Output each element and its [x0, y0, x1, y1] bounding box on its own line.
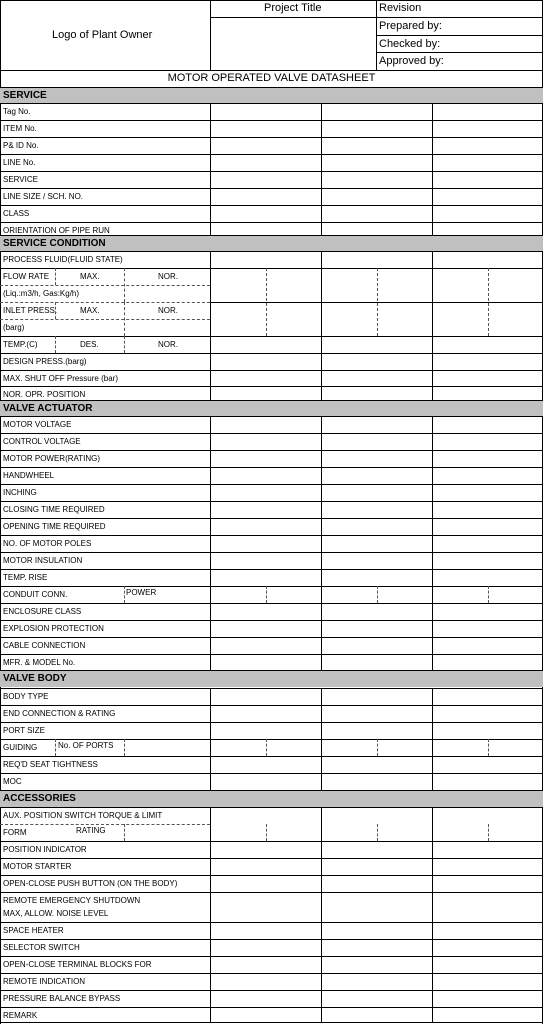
inlet-nor-label: NOR.: [158, 306, 178, 315]
revision-label: Revision: [379, 2, 422, 14]
prepared-by-label: Prepared by:: [379, 20, 442, 32]
row-label-class: CLASS: [3, 209, 30, 218]
flow-max-label: MAX.: [80, 272, 100, 281]
row-label-port-size: PORT SIZE: [3, 726, 45, 735]
row-label-control-voltage: CONTROL VOLTAGE: [3, 437, 81, 446]
row-label-pressure-bypass: PRESSURE BALANCE BYPASS: [3, 994, 121, 1003]
row-label-end-connection: END CONNECTION & RATING: [3, 709, 116, 718]
row-label-line-size: LINE SIZE / SCH. NO.: [3, 192, 84, 201]
row-label-motor-power: MOTOR POWER(RATING): [3, 454, 101, 463]
row-label-inlet-press: INLET PRESS.: [3, 306, 58, 315]
row-label-orientation: ORIENTATION OF PIPE RUN: [3, 226, 110, 235]
row-label-design-press: DESIGN PRESS.(barg): [3, 357, 87, 366]
row-label-flow-rate: FLOW RATE: [3, 272, 50, 281]
row-label-motor-voltage: MOTOR VOLTAGE: [3, 420, 72, 429]
section-valve-body: VALVE BODY: [0, 670, 543, 687]
checked-by-label: Checked by:: [379, 38, 441, 50]
row-label-position-indicator: POSITION INDICATOR: [3, 845, 87, 854]
row-label-nor-opr-position: NOR. OPR. POSITION: [3, 390, 86, 399]
temp-des-label: DES.: [80, 340, 99, 349]
row-label-guiding: GUIDING: [3, 743, 38, 752]
row-label-line-no: LINE No.: [3, 158, 36, 167]
row-label-cable-connection: CABLE CONNECTION: [3, 641, 86, 650]
sheet-title: MOTOR OPERATED VALVE DATASHEET: [167, 72, 376, 84]
row-label-explosion-protection: EXPLOSION PROTECTION: [3, 624, 104, 633]
row-label-space-heater: SPACE HEATER: [3, 926, 64, 935]
row-label-closing-time: CLOSING TIME REQUIRED: [3, 505, 105, 514]
project-title: Project Title: [264, 2, 322, 14]
temp-nor-label: NOR.: [158, 340, 178, 349]
row-label-conduit-conn: CONDUIT CONN.: [3, 590, 68, 599]
row-label-max-shut-off: MAX. SHUT OFF Pressure (bar): [3, 374, 118, 383]
row-label-tag-no: Tag No.: [3, 107, 31, 116]
approved-by-label: Approved by:: [379, 55, 444, 67]
section-valve-actuator: VALVE ACTUATOR: [0, 400, 543, 417]
row-label-noise-level: MAX, ALLOW. NOISE LEVEL: [3, 909, 109, 918]
logo-placeholder: Logo of Plant Owner: [52, 29, 153, 41]
row-label-aux-form: FORM: [3, 828, 27, 837]
section-service-condition: SERVICE CONDITION: [0, 235, 543, 252]
row-label-seat-tightness: REQ'D SEAT TIGHTNESS: [3, 760, 98, 769]
row-label-motor-poles: NO. OF MOTOR POLES: [3, 539, 92, 548]
row-label-handwheel: HANDWHEEL: [3, 471, 55, 480]
conduit-power-label: POWER: [126, 588, 157, 597]
row-label-remark: REMARK: [3, 1011, 38, 1020]
row-label-remote-shutdown: REMOTE EMERGENCY SHUTDOWN: [3, 896, 141, 905]
inlet-max-label: MAX.: [80, 306, 100, 315]
row-label-aux-position: AUX. POSITION SWITCH TORQUE & LIMIT: [3, 811, 163, 820]
row-label-terminal-blocks: OPEN-CLOSE TERMINAL BLOCKS FOR: [3, 960, 152, 969]
row-label-push-button: OPEN-CLOSE PUSH BUTTON (ON THE BODY): [3, 879, 178, 888]
section-service: SERVICE: [0, 87, 543, 104]
row-label-item-no: ITEM No.: [3, 124, 37, 133]
row-label-opening-time: OPENING TIME REQUIRED: [3, 522, 106, 531]
row-label-temp-rise: TEMP. RISE: [3, 573, 48, 582]
row-label-service: SERVICE: [3, 175, 38, 184]
flow-units-label: (Liq.:m3/h, Gas:Kg/h): [3, 289, 80, 298]
row-label-process-fluid: PROCESS FLUID(FLUID STATE): [3, 255, 123, 264]
row-label-body-type: BODY TYPE: [3, 692, 49, 701]
inlet-units-label: (barg): [3, 323, 25, 332]
row-label-mfr-model: MFR. & MODEL No.: [3, 658, 76, 667]
row-label-pid-no: P& ID No.: [3, 141, 39, 150]
no-of-ports-label: No. OF PORTS: [58, 741, 114, 750]
row-label-selector-switch: SELECTOR SWITCH: [3, 943, 80, 952]
row-label-inching: INCHING: [3, 488, 37, 497]
row-label-motor-insulation: MOTOR INSULATION: [3, 556, 83, 565]
row-label-enclosure-class: ENCLOSURE CLASS: [3, 607, 82, 616]
row-label-remote-indication: REMOTE INDICATION: [3, 977, 86, 986]
aux-rating-label: RATING: [76, 826, 106, 835]
flow-nor-label: NOR.: [158, 272, 178, 281]
row-label-motor-starter: MOTOR STARTER: [3, 862, 72, 871]
section-accessories: ACCESSORIES: [0, 790, 543, 807]
row-label-moc: MOC: [3, 777, 22, 786]
row-label-temp: TEMP.(C): [3, 340, 38, 349]
